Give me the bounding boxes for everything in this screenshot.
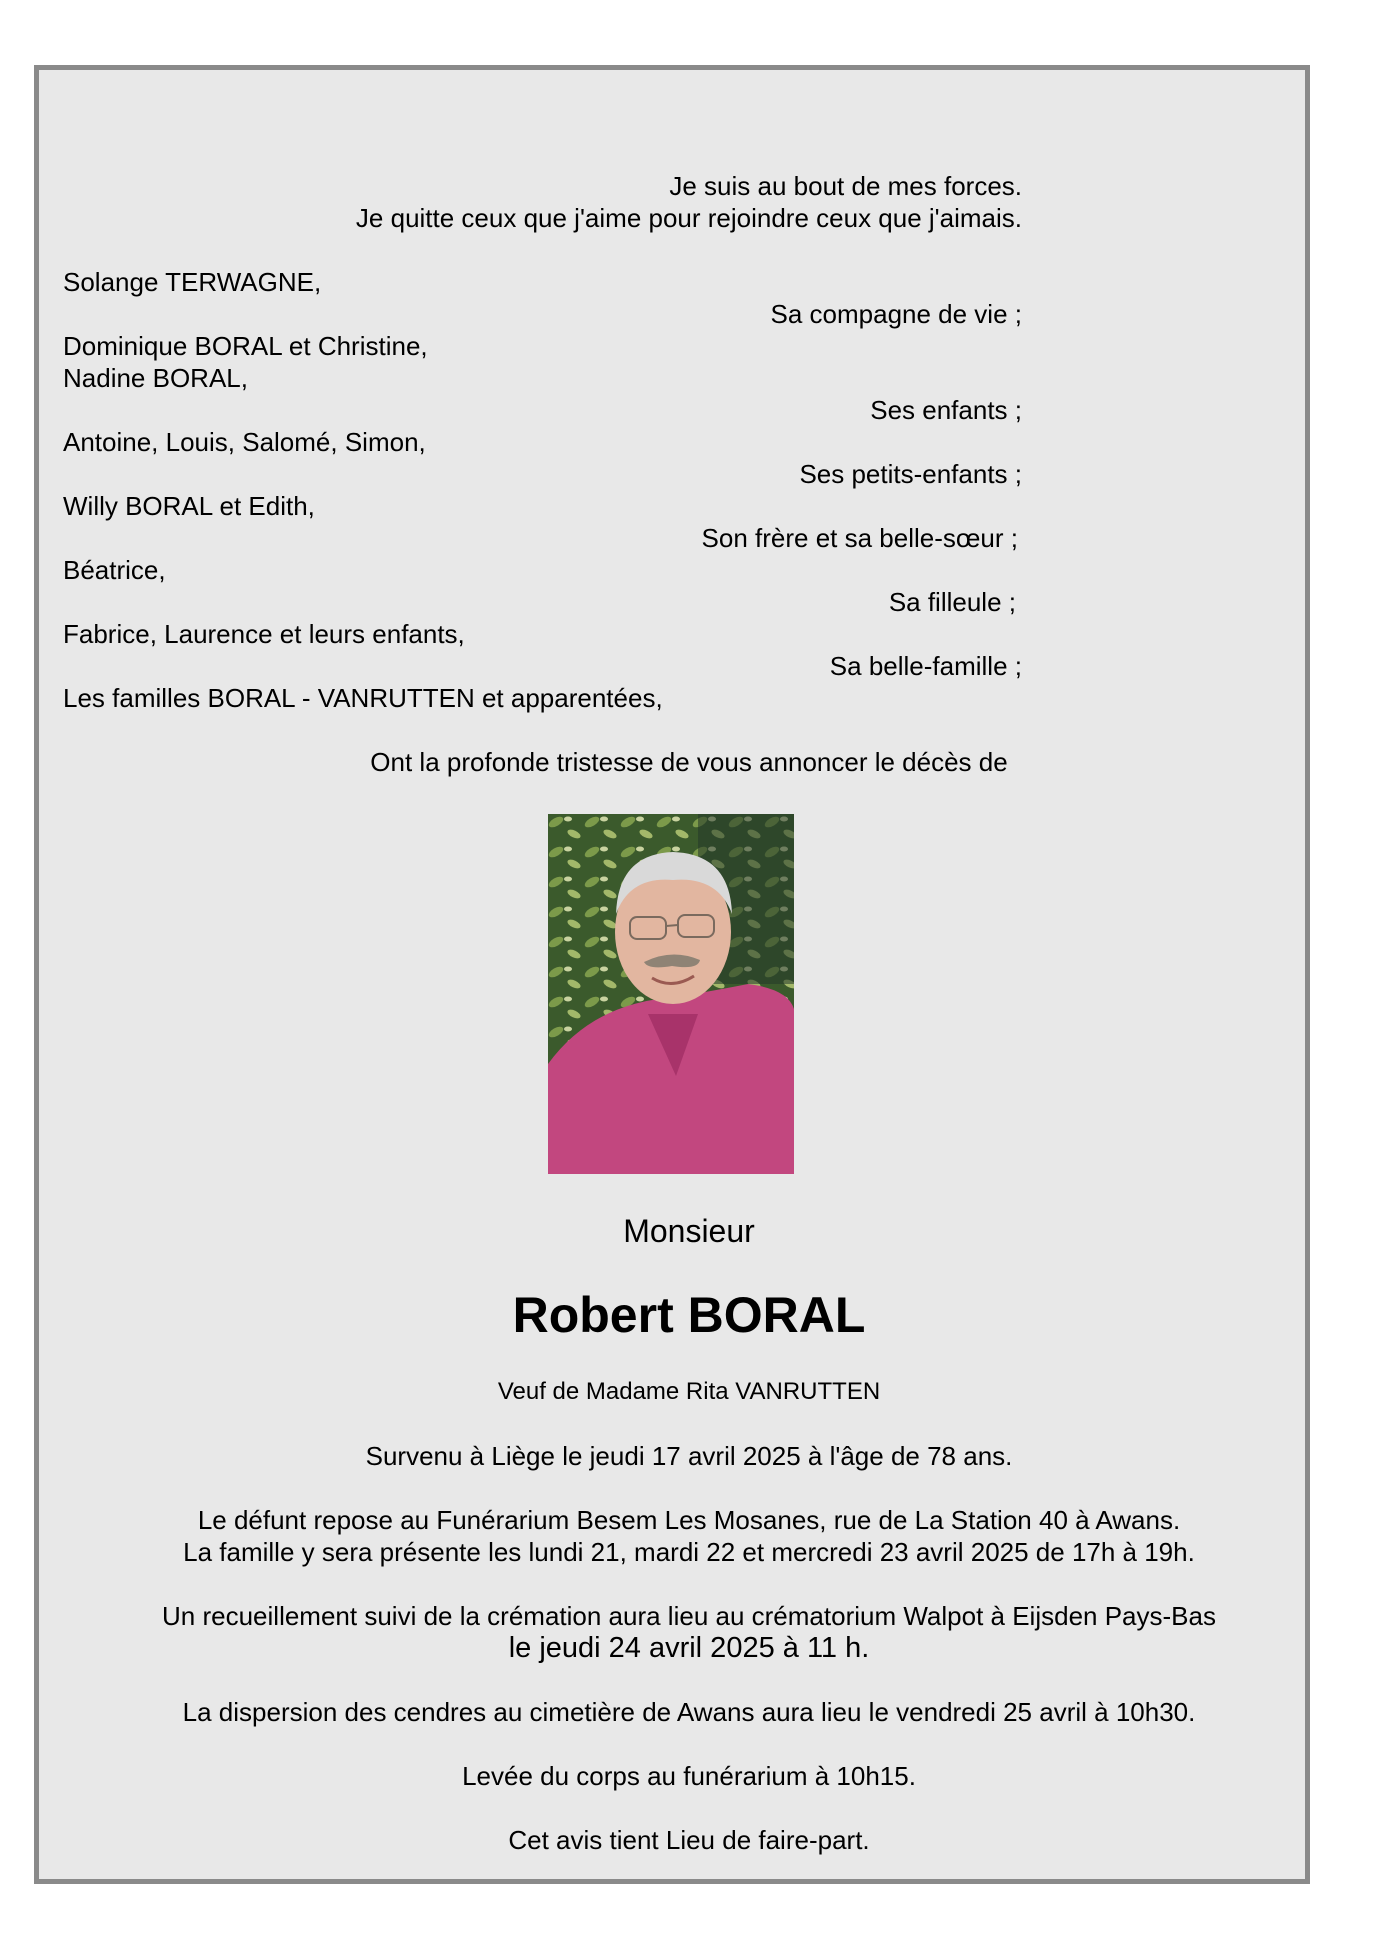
family-names-families: Les familles BORAL - VANRUTTEN et apparentées,: [63, 683, 663, 713]
family-relation-in-laws: Sa belle-famille ;: [829, 651, 1022, 681]
deceased-name: Robert BORAL: [512, 1287, 866, 1343]
levee-info: Levée du corps au funérarium à 10h15.: [462, 1761, 916, 1791]
family-names-grandchildren: Antoine, Louis, Salomé, Simon,: [63, 427, 426, 457]
notice-line: Cet avis tient Lieu de faire-part.: [508, 1825, 870, 1855]
family-names-goddaughter: Béatrice,: [63, 555, 166, 585]
family-relation-partner: Sa compagne de vie ;: [770, 299, 1022, 329]
ceremony-date: le jeudi 24 avril 2025 à 11 h.: [508, 1632, 870, 1664]
rest-location: Le défunt repose au Funérarium Besem Les Mosanes, rue de La Station 40 à Awans.: [197, 1505, 1181, 1535]
family-names-children: Dominique BORAL et Christine,: [63, 331, 428, 361]
widower-line: Veuf de Madame Rita VANRUTTEN: [497, 1378, 881, 1405]
family-names-brother: Willy BORAL et Edith,: [63, 491, 315, 521]
ceremony-info: Un recueillement suivi de la crémation aura lieu au crématorium Walpot à Eijsden Pays-Bas: [162, 1601, 1216, 1631]
family-names-children-2: Nadine BORAL,: [63, 363, 248, 393]
epitaph-line-1: Je suis au bout de mes forces.: [669, 171, 1022, 201]
visiting-hours: La famille y sera présente les lundi 21, mardi 22 et mercredi 23 avril 2025 de 17h à 19h.: [183, 1537, 1195, 1567]
epitaph-line-2: Je quitte ceux que j'aime pour rejoindre ceux que j'aimais.: [355, 203, 1022, 233]
family-relation-brother: Son frère et sa belle-sœur ;: [701, 523, 1018, 553]
family-names-in-laws: Fabrice, Laurence et leurs enfants,: [63, 619, 465, 649]
family-names-partner: Solange TERWAGNE,: [63, 267, 322, 297]
deceased-photo: [548, 814, 794, 1174]
announcement: Ont la profonde tristesse de vous annoncer le décès de: [370, 747, 1008, 777]
family-relation-grandchildren: Ses petits-enfants ;: [799, 459, 1022, 489]
family-relation-goddaughter: Sa filleule ;: [888, 587, 1016, 617]
dispersion-info: La dispersion des cendres au cimetière de Awans aura lieu le vendredi 25 avril à 10h30.: [182, 1697, 1196, 1727]
family-relation-children: Ses enfants ;: [870, 395, 1022, 425]
death-line: Survenu à Liège le jeudi 17 avril 2025 à l'âge de 78 ans.: [365, 1441, 1013, 1471]
deceased-title: Monsieur: [623, 1213, 755, 1249]
